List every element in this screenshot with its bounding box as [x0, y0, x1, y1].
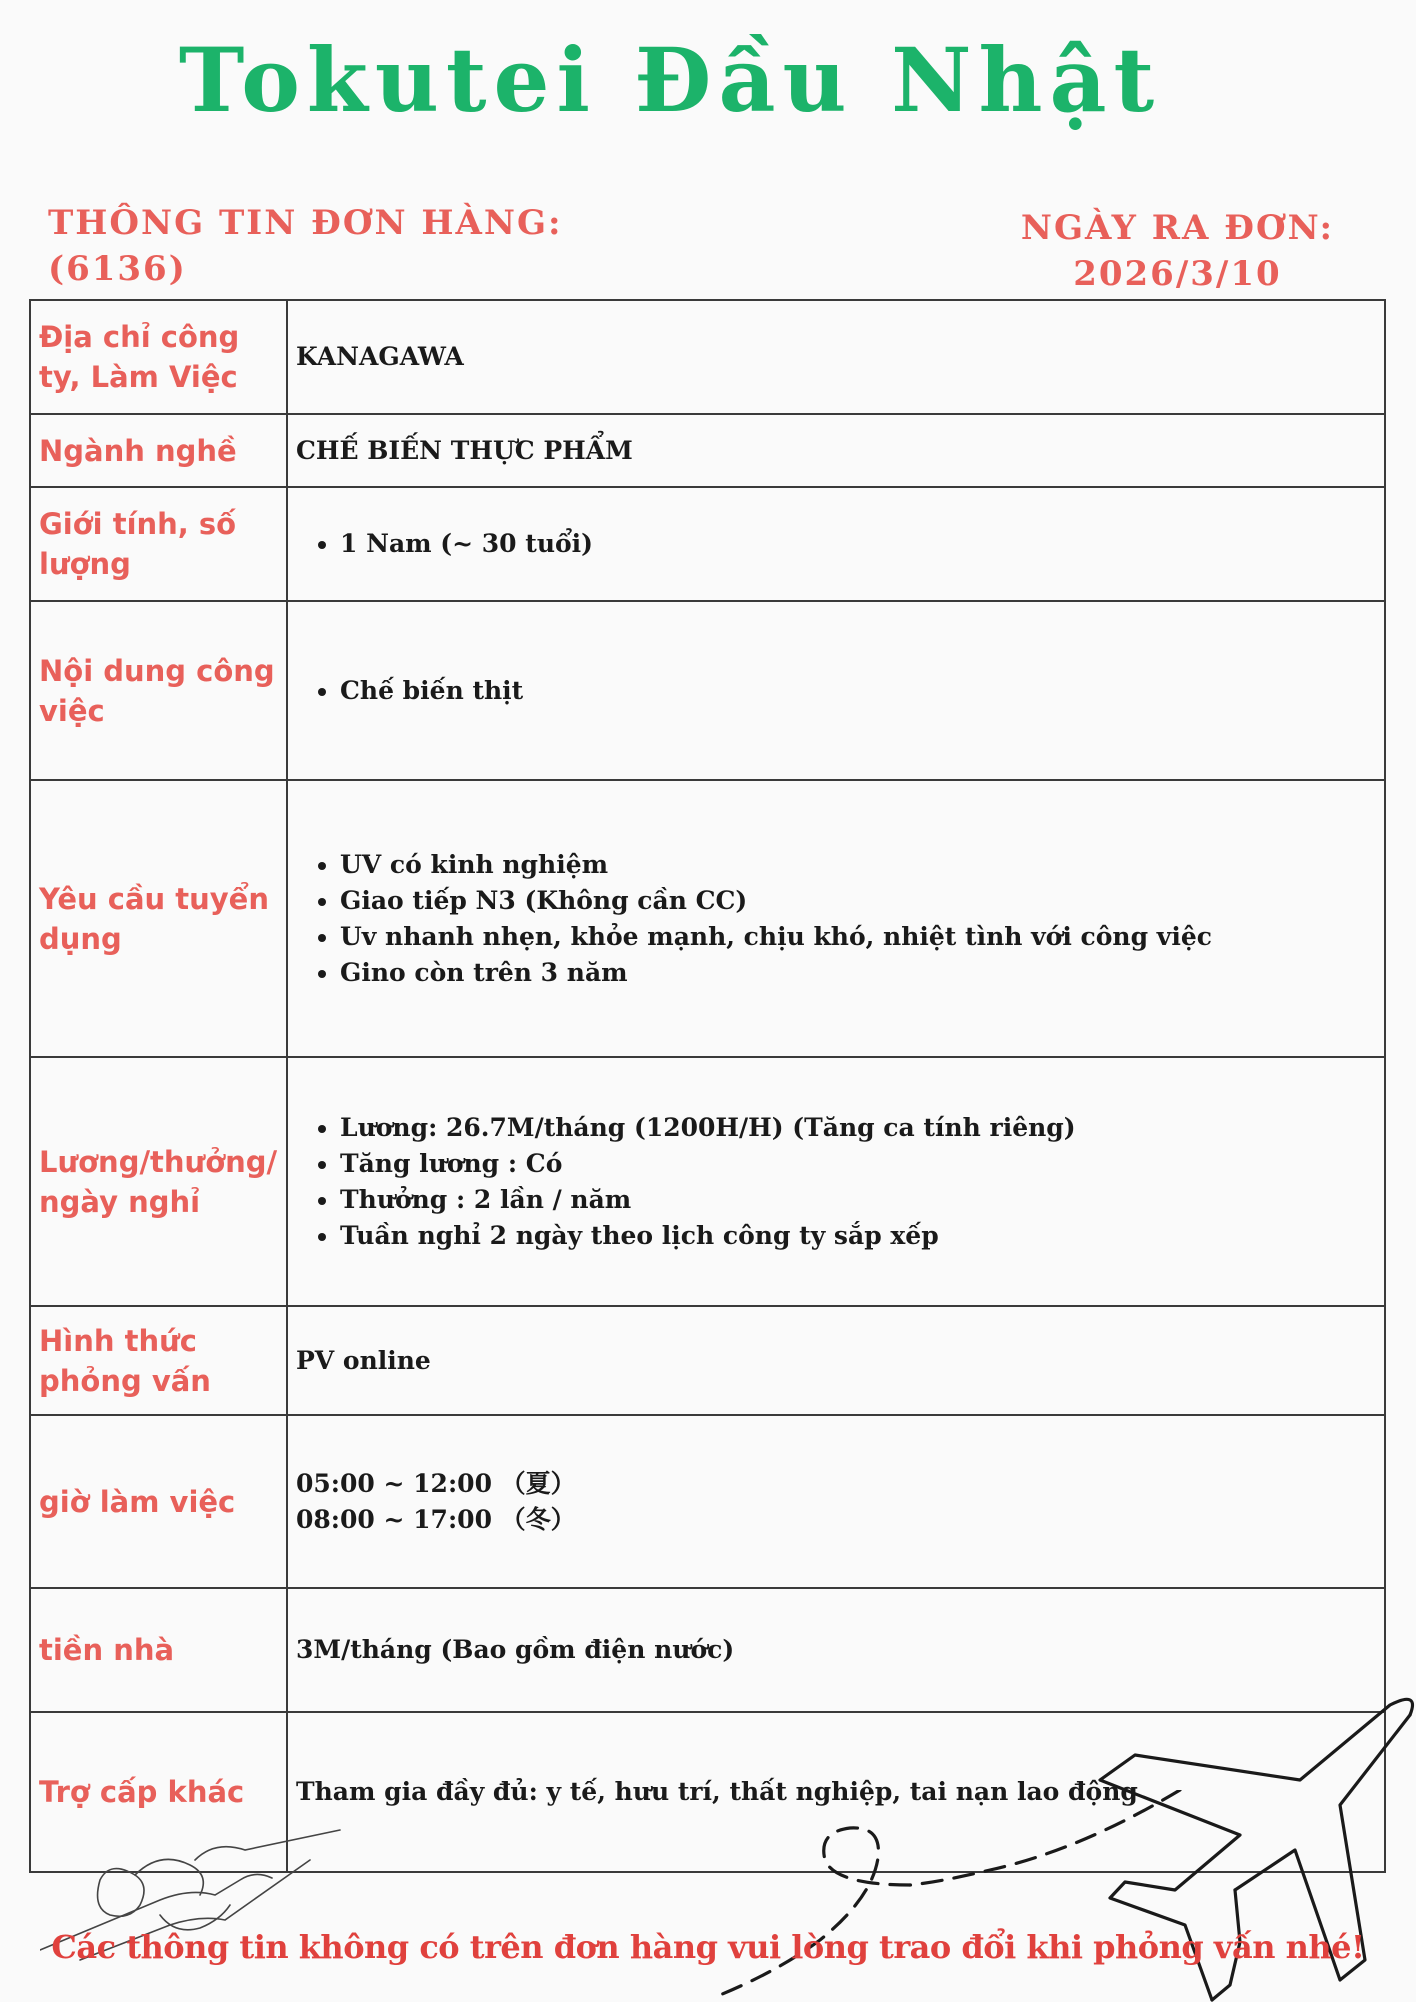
list-item: • Uv nhanh nhẹn, khỏe mạnh, chịu khó, nhiệt tình với công việc [340, 919, 1376, 955]
row-address [30, 300, 1385, 414]
requirements-list [296, 847, 1376, 991]
row-label: Nội dung công việc [30, 601, 287, 780]
content-list [296, 673, 1376, 709]
date-label: NGÀY RA ĐƠN: [1020, 208, 1334, 248]
row-label: giờ làm việc [30, 1415, 287, 1588]
list-item: • Giao tiếp N3 (Không cần CC) [340, 883, 1376, 919]
flight-path-icon [700, 1790, 1260, 2002]
footer-note: Các thông tin không có trên đơn hàng vui lòng trao đổi khi phỏng vấn nhé! [51, 1928, 1365, 1966]
row-value: Tham gia đầy đủ: y tế, hưu trí, thất nghiệp, tai nạn lao động [287, 1712, 1385, 1872]
row-value: CHẾ BIẾN THỰC PHẨM [287, 414, 1385, 487]
row-industry [30, 414, 1385, 487]
date-value: 2026/3/10 [1073, 254, 1282, 294]
row-value [287, 780, 1385, 1057]
list-item: • Thưởng : 2 lần / năm [340, 1182, 1376, 1218]
row-salary [30, 1057, 1385, 1306]
row-label: Trợ cấp khác [30, 1712, 287, 1872]
list-item: • Gino còn trên 3 năm [340, 955, 1376, 991]
row-hours [30, 1415, 1385, 1588]
list-item: • Chế biến thịt [340, 673, 1376, 709]
row-label: Hình thức phỏng vấn [30, 1306, 287, 1415]
order-number: (6136) [48, 249, 187, 289]
row-content [30, 601, 1385, 780]
list-item: • Tuần nghỉ 2 ngày theo lịch công ty sắp xếp [340, 1218, 1376, 1254]
row-label: Giới tính, số lượng [30, 487, 287, 601]
row-value: KANAGAWA [287, 300, 1385, 414]
row-label: Ngành nghề [30, 414, 287, 487]
salary-list [296, 1110, 1376, 1254]
row-value [287, 487, 1385, 601]
row-label: Yêu cầu tuyển dụng [30, 780, 287, 1057]
hours-winter: 08:00 ~ 17:00 （冬） [296, 1504, 576, 1534]
row-label: Địa chỉ công ty, Làm Việc [30, 300, 287, 414]
hours-summer: 05:00 ~ 12:00 （夏） [296, 1468, 576, 1498]
order-label: THÔNG TIN ĐƠN HÀNG: [48, 203, 563, 243]
row-interview [30, 1306, 1385, 1415]
list-item: • 1 Nam (~ 30 tuổi) [340, 526, 1376, 562]
row-label: tiền nhà [30, 1588, 287, 1712]
row-gender [30, 487, 1385, 601]
page-title: Tokutei Đầu Nhật [178, 28, 1162, 132]
row-label: Lương/thưởng/ ngày nghỉ [30, 1057, 287, 1306]
list-item: • Tăng lương : Có [340, 1146, 1376, 1182]
row-requirements [30, 780, 1385, 1057]
order-info [48, 200, 563, 292]
row-value: 3M/tháng (Bao gồm điện nước) [287, 1588, 1385, 1712]
row-value [287, 601, 1385, 780]
order-date [1021, 205, 1334, 297]
list-item: • UV có kinh nghiệm [340, 847, 1376, 883]
gender-list [296, 526, 1376, 562]
list-item: • Lương: 26.7M/tháng (1200H/H) (Tăng ca tính riêng) [340, 1110, 1376, 1146]
row-value: PV online [287, 1306, 1385, 1415]
row-value [287, 1415, 1385, 1588]
row-value [287, 1057, 1385, 1306]
